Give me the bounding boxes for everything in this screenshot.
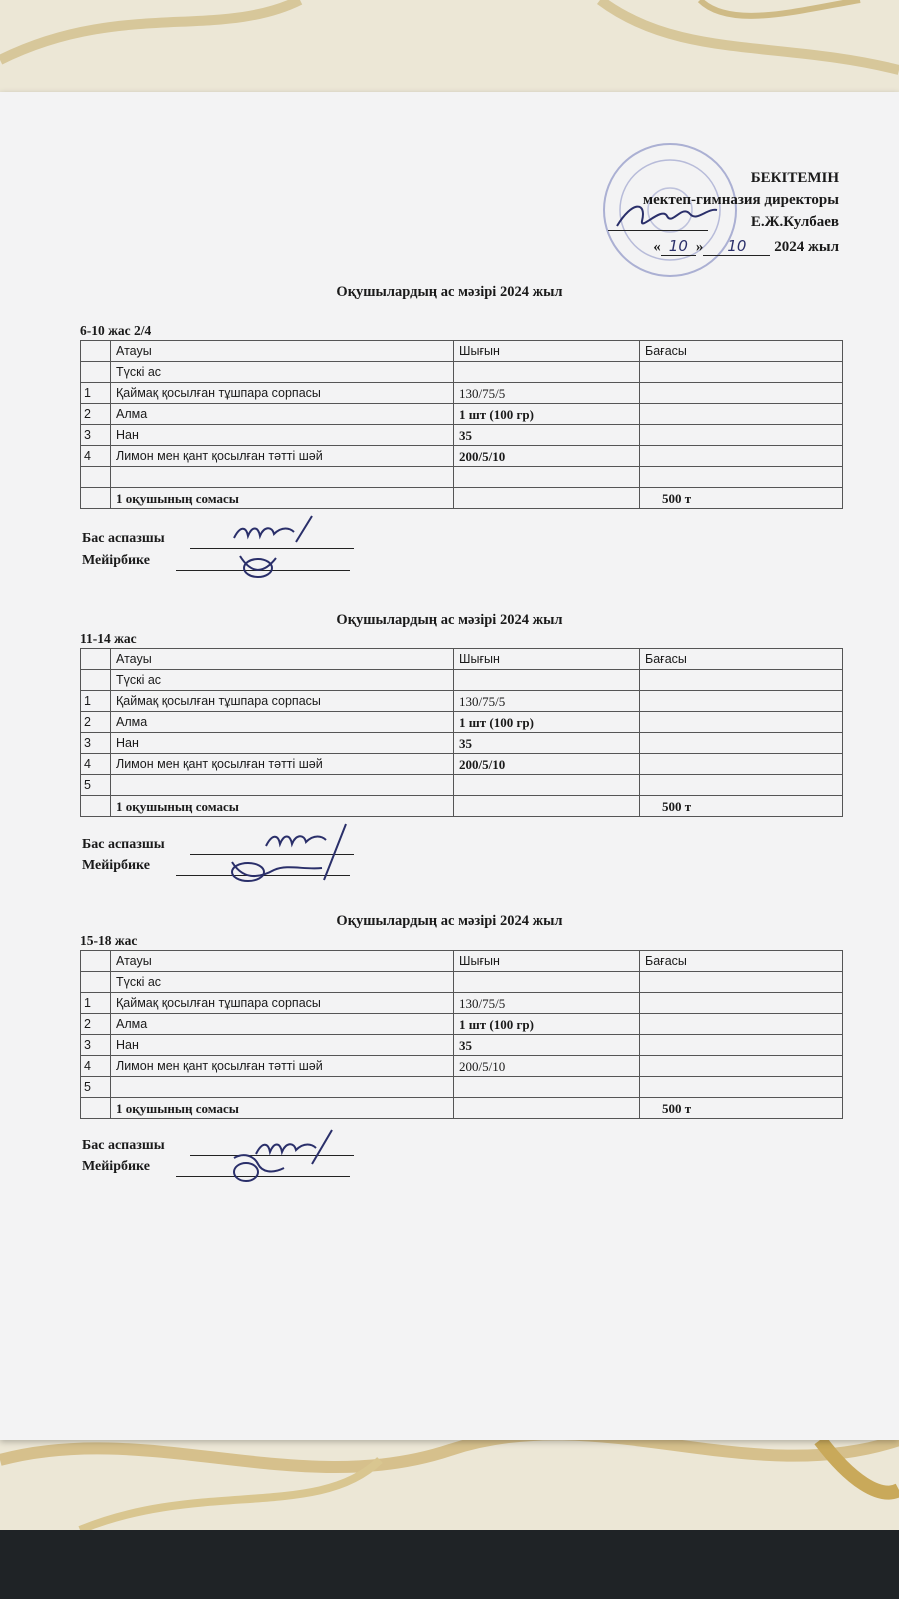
table-cell xyxy=(640,775,843,796)
dish-amount: 35 xyxy=(454,1035,640,1056)
row-number: 5 xyxy=(81,1077,111,1098)
approval-position: мектеп-гимназия директоры xyxy=(642,192,839,208)
dish-name: Нан xyxy=(111,733,454,754)
menu-title: Оқушылардың ас мәзірі 2024 жыл xyxy=(336,284,563,300)
header-price: Бағасы xyxy=(640,951,843,972)
header-amount: Шығын xyxy=(454,649,640,670)
row-number: 3 xyxy=(81,733,111,754)
dish-amount: 1 шт (100 гр) xyxy=(454,1014,640,1035)
header-name: Атауы xyxy=(111,649,454,670)
dish-name: Лимон мен қант қосылған тәтті шәй xyxy=(111,446,454,467)
table-cell xyxy=(640,1035,843,1056)
table-cell xyxy=(640,972,843,993)
date-open-quote: « xyxy=(653,239,661,255)
table-row xyxy=(81,404,843,425)
dish-name: Алма xyxy=(111,1014,454,1035)
table-row xyxy=(81,691,843,712)
nurse-label: Мейірбике xyxy=(82,858,150,873)
total-label: 1 оқушының сомасы xyxy=(111,1098,454,1119)
row-number: 5 xyxy=(81,775,111,796)
nurse-signature xyxy=(228,1150,288,1186)
dish-name: Қаймақ қосылған тұшпара сорпасы xyxy=(111,993,454,1014)
cook-label: Бас аспазшы xyxy=(82,531,165,546)
row-number: 2 xyxy=(81,712,111,733)
table-cell xyxy=(454,488,640,509)
floor-strip xyxy=(0,1530,899,1599)
table-cell xyxy=(454,670,640,691)
date-year: 2024 жыл xyxy=(774,239,839,255)
table-cell xyxy=(454,1098,640,1119)
row-number: 4 xyxy=(81,754,111,775)
meal-row xyxy=(81,972,843,993)
row-number xyxy=(81,467,111,488)
menu-table xyxy=(80,648,843,817)
row-number: 1 xyxy=(81,691,111,712)
header-amount: Шығын xyxy=(454,341,640,362)
table-cell xyxy=(640,712,843,733)
table-row xyxy=(81,1035,843,1056)
dish-amount: 200/5/10 xyxy=(454,446,640,467)
table-cell xyxy=(454,362,640,383)
table-cell xyxy=(640,446,843,467)
table-header-row xyxy=(81,649,843,670)
nurse-signature xyxy=(232,552,292,582)
dish-name: Алма xyxy=(111,712,454,733)
table-row xyxy=(81,775,843,796)
dish-name: Қаймақ қосылған тұшпара сорпасы xyxy=(111,383,454,404)
table-row xyxy=(81,712,843,733)
nurse-label: Мейірбике xyxy=(82,1159,150,1174)
cook-signature xyxy=(230,512,320,552)
age-group-label: 6-10 жас 2/4 xyxy=(80,323,152,338)
table-row xyxy=(81,733,843,754)
dish-amount: 1 шт (100 гр) xyxy=(454,404,640,425)
meal-row xyxy=(81,362,843,383)
table-header-row xyxy=(81,341,843,362)
dish-amount: 35 xyxy=(454,425,640,446)
table-cell xyxy=(640,467,843,488)
dish-amount: 35 xyxy=(454,733,640,754)
table-row xyxy=(81,383,843,404)
nurse-signature xyxy=(226,856,326,886)
total-row xyxy=(81,488,843,509)
dish-name xyxy=(111,775,454,796)
date-month: 10 xyxy=(703,237,770,256)
table-cell xyxy=(640,670,843,691)
table-cell xyxy=(640,404,843,425)
dish-amount: 130/75/5 xyxy=(454,383,640,404)
row-number: 4 xyxy=(81,446,111,467)
menu-table xyxy=(80,950,843,1119)
header-name: Атауы xyxy=(111,341,454,362)
table-cell xyxy=(81,362,111,383)
cook-label: Бас аспазшы xyxy=(82,1138,165,1153)
age-group-label: 15-18 жас xyxy=(80,933,138,948)
table-cell xyxy=(454,972,640,993)
date-day: 10 xyxy=(661,237,696,256)
header-price: Бағасы xyxy=(640,649,843,670)
approval-heading: БЕКІТЕМІН xyxy=(750,170,839,186)
dish-name: Алма xyxy=(111,404,454,425)
dish-amount: 130/75/5 xyxy=(454,993,640,1014)
header-name: Атауы xyxy=(111,951,454,972)
table-cell xyxy=(81,670,111,691)
dish-name: Нан xyxy=(111,1035,454,1056)
table-row xyxy=(81,1077,843,1098)
table-cell xyxy=(640,691,843,712)
table-cell xyxy=(640,1056,843,1077)
table-cell xyxy=(81,972,111,993)
nurse-label: Мейірбике xyxy=(82,553,150,568)
table-row xyxy=(81,754,843,775)
menu-table xyxy=(80,340,843,509)
table-cell xyxy=(640,1014,843,1035)
meal-row xyxy=(81,670,843,691)
dish-name xyxy=(111,1077,454,1098)
total-label: 1 оқушының сомасы xyxy=(111,488,454,509)
dish-name: Лимон мен қант қосылған тәтті шәй xyxy=(111,1056,454,1077)
table-cell xyxy=(81,951,111,972)
table-cell xyxy=(454,796,640,817)
row-number: 3 xyxy=(81,425,111,446)
meal-name: Түскі ас xyxy=(111,670,454,691)
table-cell xyxy=(640,993,843,1014)
dish-name: Лимон мен қант қосылған тәтті шәй xyxy=(111,754,454,775)
approval-date xyxy=(653,237,839,256)
dish-name: Қаймақ қосылған тұшпара сорпасы xyxy=(111,691,454,712)
director-signature xyxy=(612,196,722,236)
table-cell xyxy=(640,383,843,404)
table-cell xyxy=(81,649,111,670)
total-row xyxy=(81,796,843,817)
row-number: 3 xyxy=(81,1035,111,1056)
total-price: 500 т xyxy=(640,488,843,509)
table-cell xyxy=(640,425,843,446)
dish-amount xyxy=(454,467,640,488)
meal-name: Түскі ас xyxy=(111,362,454,383)
table-cell xyxy=(640,754,843,775)
age-group-label: 11-14 жас xyxy=(80,631,137,646)
dish-name xyxy=(111,467,454,488)
table-row xyxy=(81,446,843,467)
menu-title: Оқушылардың ас мәзірі 2024 жыл xyxy=(336,913,563,929)
table-row xyxy=(81,993,843,1014)
table-row xyxy=(81,425,843,446)
dish-amount: 1 шт (100 гр) xyxy=(454,712,640,733)
cook-label: Бас аспазшы xyxy=(82,837,165,852)
header-price: Бағасы xyxy=(640,341,843,362)
total-price: 500 т xyxy=(640,796,843,817)
total-row xyxy=(81,1098,843,1119)
dish-amount: 200/5/10 xyxy=(454,754,640,775)
row-number: 2 xyxy=(81,1014,111,1035)
total-price: 500 т xyxy=(640,1098,843,1119)
table-row xyxy=(81,467,843,488)
row-number: 2 xyxy=(81,404,111,425)
table-row xyxy=(81,1014,843,1035)
row-number: 1 xyxy=(81,383,111,404)
dish-name: Нан xyxy=(111,425,454,446)
meal-name: Түскі ас xyxy=(111,972,454,993)
table-cell xyxy=(640,733,843,754)
table-row xyxy=(81,1056,843,1077)
table-cell xyxy=(81,796,111,817)
approval-director: Е.Ж.Кулбаев xyxy=(750,214,839,230)
table-cell xyxy=(81,488,111,509)
table-cell xyxy=(640,362,843,383)
table-cell xyxy=(81,1098,111,1119)
table-cell xyxy=(81,341,111,362)
total-label: 1 оқушының сомасы xyxy=(111,796,454,817)
menu-title: Оқушылардың ас мәзірі 2024 жыл xyxy=(336,612,563,628)
row-number: 4 xyxy=(81,1056,111,1077)
dish-amount xyxy=(454,1077,640,1098)
row-number: 1 xyxy=(81,993,111,1014)
date-close-quote: » xyxy=(695,239,704,255)
dish-amount: 130/75/5 xyxy=(454,691,640,712)
table-header-row xyxy=(81,951,843,972)
dish-amount: 200/5/10 xyxy=(454,1056,640,1077)
dish-amount xyxy=(454,775,640,796)
header-amount: Шығын xyxy=(454,951,640,972)
table-cell xyxy=(640,1077,843,1098)
